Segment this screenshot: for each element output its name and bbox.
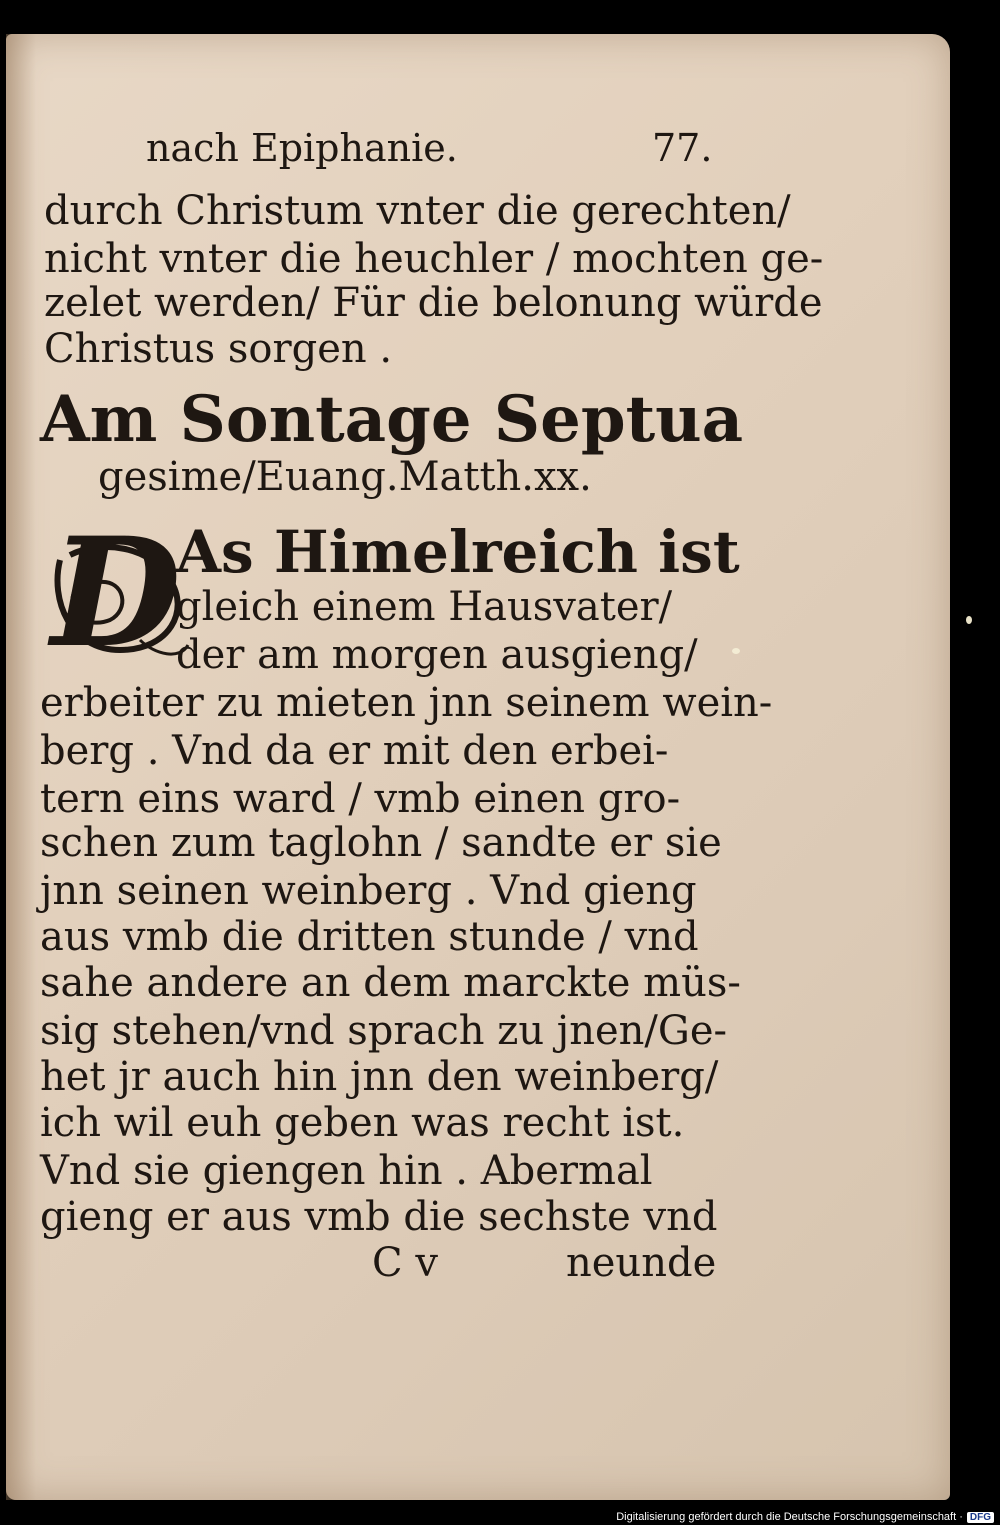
paper-speck [732, 648, 740, 654]
running-header-title: nach Epiphanie. [146, 126, 458, 170]
text-line: erbeiter zu mieten jnn seinem wein- [40, 680, 773, 726]
text-line: aus vmb die dritten stunde / vnd [40, 914, 699, 960]
text-line: Christus sorgen . [44, 326, 393, 372]
page-number: 77. [652, 126, 713, 170]
text-line: sahe andere an dem marckte müs- [40, 960, 741, 1006]
catchword: neunde [566, 1240, 717, 1286]
text-line: ich wil euh geben was recht ist. [40, 1100, 685, 1146]
section-heading: Am Sontage Septua [40, 382, 744, 457]
first-line-large: As Himelreich ist [176, 518, 740, 586]
text-line: jnn seinen weinberg . Vnd gieng [40, 868, 697, 914]
text-line: gleich einem Hausvater/ [176, 584, 673, 630]
digitization-credit [616, 1511, 994, 1523]
paper-speck [966, 616, 972, 624]
text-line: het jr auch hin jnn den weinberg/ [40, 1054, 719, 1100]
text-line: Vnd sie giengen hin . Abermal [40, 1148, 653, 1194]
dfg-logo: DFG [967, 1512, 994, 1523]
credit-text: Digitalisierung gefördert durch die Deutsche Forschungsgemeinschaft · [616, 1511, 963, 1523]
text-line: nicht vnter die heuchler / mochten ge- [44, 236, 824, 282]
text-line: zelet werden/ Für die belonung würde [44, 280, 823, 326]
text-line: schen zum taglohn / sandte er sie [40, 820, 722, 866]
text-line: berg . Vnd da er mit den erbei- [40, 728, 669, 774]
text-line: der am morgen ausgieng/ [176, 632, 698, 678]
text-line: sig stehen/vnd sprach zu jnen/Ge- [40, 1008, 728, 1054]
section-subheading: gesime/Euang.Matth.xx. [98, 454, 592, 500]
text-line: gieng er aus vmb die sechste vnd [40, 1194, 718, 1240]
text-line: tern eins ward / vmb einen gro- [40, 776, 681, 822]
signature-mark: C v [372, 1240, 438, 1286]
page-edge-shading [6, 34, 36, 1500]
text-line: durch Christum vnter die gerechten/ [44, 188, 791, 234]
dropcap-letter: D [50, 505, 182, 681]
